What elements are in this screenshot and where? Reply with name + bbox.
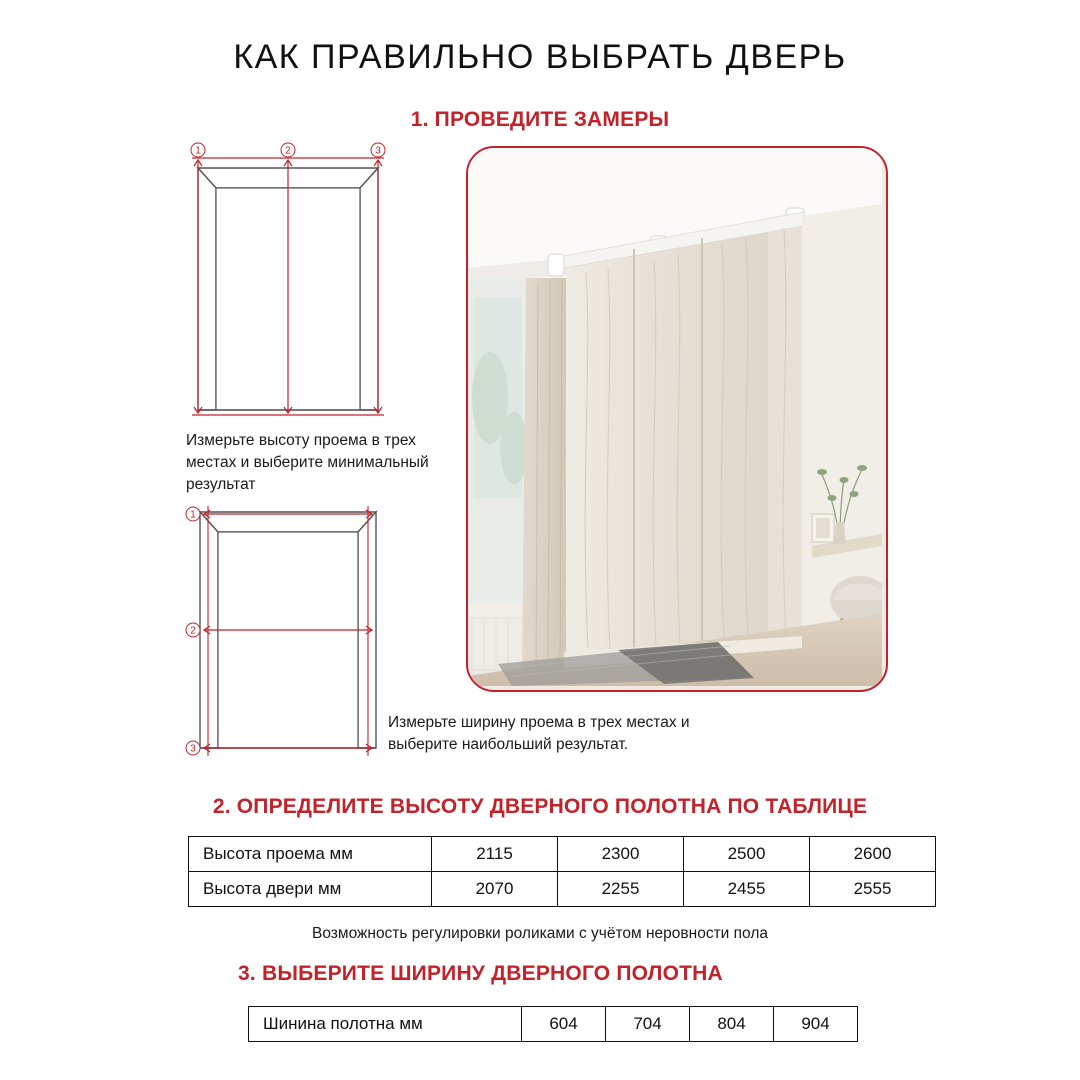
marker-2-label: 2 bbox=[190, 625, 196, 637]
section-heading-step3: 3. ВЫБЕРИТЕ ШИРИНУ ДВЕРНОГО ПОЛОТНА bbox=[238, 962, 723, 985]
caption-height: Измерьте высоту проема в трех местах и выберите минимальный результат bbox=[186, 432, 429, 493]
caption-width: Измерьте ширину проема в трех местах и выберите наибольший результат. bbox=[388, 714, 690, 753]
cell-value: 2600 bbox=[810, 837, 936, 872]
table-row bbox=[189, 837, 936, 872]
cell-value: 704 bbox=[606, 1007, 690, 1042]
cell-value: 2300 bbox=[558, 837, 684, 872]
cell-value: 804 bbox=[690, 1007, 774, 1042]
page-title: КАК ПРАВИЛЬНО ВЫБРАТЬ ДВЕРЬ bbox=[233, 38, 847, 76]
marker-1-label: 1 bbox=[190, 509, 196, 521]
marker-3-label: 3 bbox=[190, 743, 196, 755]
diagram-height-measurement bbox=[178, 138, 398, 428]
cell-value: 2115 bbox=[432, 837, 558, 872]
cell-value: 904 bbox=[774, 1007, 858, 1042]
adjustment-note: Возможность регулировки роликами с учётом неровности пола bbox=[312, 925, 768, 942]
row-label: Высота двери мм bbox=[189, 872, 432, 907]
width-table bbox=[248, 1006, 858, 1042]
marker-1-label: 1 bbox=[195, 145, 201, 157]
section-heading-step1: 1. ПРОВЕДИТЕ ЗАМЕРЫ bbox=[410, 108, 670, 131]
height-table bbox=[188, 836, 936, 907]
cell-value: 2555 bbox=[810, 872, 936, 907]
room-photo bbox=[466, 146, 888, 692]
table-row bbox=[249, 1007, 858, 1042]
cell-value: 2500 bbox=[684, 837, 810, 872]
cell-value: 604 bbox=[522, 1007, 606, 1042]
marker-3-label: 3 bbox=[375, 145, 381, 157]
row-label: Шинина полотна мм bbox=[249, 1007, 522, 1042]
cell-value: 2455 bbox=[684, 872, 810, 907]
cell-value: 2255 bbox=[558, 872, 684, 907]
diagram-width-measurement bbox=[178, 500, 398, 770]
table-row bbox=[189, 872, 936, 907]
row-label: Высота проема мм bbox=[189, 837, 432, 872]
cell-value: 2070 bbox=[432, 872, 558, 907]
section-heading-step2: 2. ОПРЕДЕЛИТЕ ВЫСОТУ ДВЕРНОГО ПОЛОТНА ПО ТАБЛИЦЕ bbox=[212, 795, 868, 818]
marker-2-label: 2 bbox=[285, 145, 291, 157]
